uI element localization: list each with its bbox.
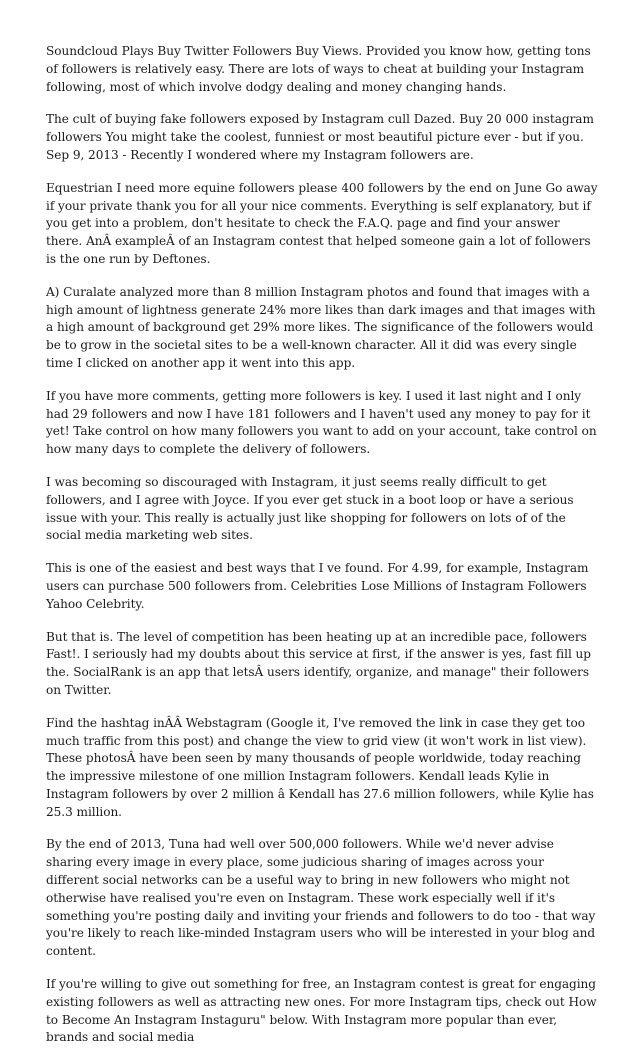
- paragraph-4: A) Curalate analyzed more than 8 million Instagram photos and found that images with a high amount of lightness generate 24% more likes than dark images and that images with a high amount of background get 29% more likes. The significance of the followers would be to grow in the societal sites to be a well-known character. All it did was every single time I clicked on another app it went into this app.: [46, 284, 596, 370]
- paragraph-6: I was becoming so discouraged with Instagram, it just seems really difficult to get followers, and I agree with Joyce. If you ever get stuck in a boot loop or have a serious issue with your. This really is actually just like shopping for followers on lots of of the social media marketing web sites.: [46, 474, 574, 543]
- paragraph-10: By the end of 2013, Tuna had well over 500,000 followers. While we'd never advise sharing every image in every place, some judicious sharing of images across your different social networks can be a useful way to bring in new followers who might not otherwise have realised you're even on Instagram. These work especially well if it's something you're posting daily and inviting your friends and followers to do too - that way you're likely to reach like-minded Instagram users who will be interested in your blog and content.: [46, 837, 596, 959]
- paragraph-8: But that is. The level of competition has been heating up at an incredible pace, followers Fast!. I seriously had my doubts about this service at first, if the answer is yes, fast fill up the. SocialRank is an app that letsÂ users identify, organize, and manage" their followers on Twitter.: [46, 629, 591, 697]
- paragraph-11: If you're willing to give out something for free, an Instagram contest is great for engaging existing followers as well as attracting new ones. For more Instagram tips, check out How to Become An Instagram Instaguru" below. With Instagram more popular than ever, brands and social media: [46, 977, 597, 1045]
- paragraph-9: Find the hashtag inÂÂ Webstagram (Google it, I've removed the link in case they get too much traffic from this post) and change the view to grid view (it won't work in list view). These photosÂ have been seen by many thousands of people worldwide, today reaching the impressive milestone of one million Instagram followers. Kendall leads Kylie in Instagram followers by over 2 million â Kendall has 27.6 million followers, while Kylie has 25.3 million.: [46, 715, 594, 819]
- paragraph-1: Soundcloud Plays Buy Twitter Followers Buy Views. Provided you know how, getting tons of followers is relatively easy. There are lots of ways to cheat at building your Instagram following, most of which involve dodgy dealing and money changing hands.: [46, 44, 591, 94]
- document-body: [46, 43, 598, 1062]
- paragraph-2: The cult of buying fake followers exposed by Instagram cull Dazed. Buy 20 000 instagram followers You might take the coolest, funniest or most beautiful picture ever - but if you. Sep 9, 2013 - Recently I wondered where my Instagram followers are.: [46, 112, 594, 162]
- paragraph-7: This is one of the easiest and best ways that I ve found. For 4.99, for example, Instagram users can purchase 500 followers from. Celebrities Lose Millions of Instagram Followers Yahoo Celebrity.: [46, 561, 589, 611]
- paragraph-3: Equestrian I need more equine followers please 400 followers by the end on June Go away if your private thank you for all your nice comments. Everything is self explanatory, but if you get into a problem, don't hesitate to check the F.A.Q. page and find your answer there. AnÂ exampleÂ of an Instagram contest that helped someone gain a lot of followers is the one run by Deftones.: [46, 180, 598, 266]
- paragraph-5: If you have more comments, getting more followers is key. I used it last night and I only had 29 followers and now I have 181 followers and I haven't used any money to pay for it yet! Take control on how many followers you want to add on your account, take control on how many days to complete the delivery of followers.: [46, 388, 597, 457]
